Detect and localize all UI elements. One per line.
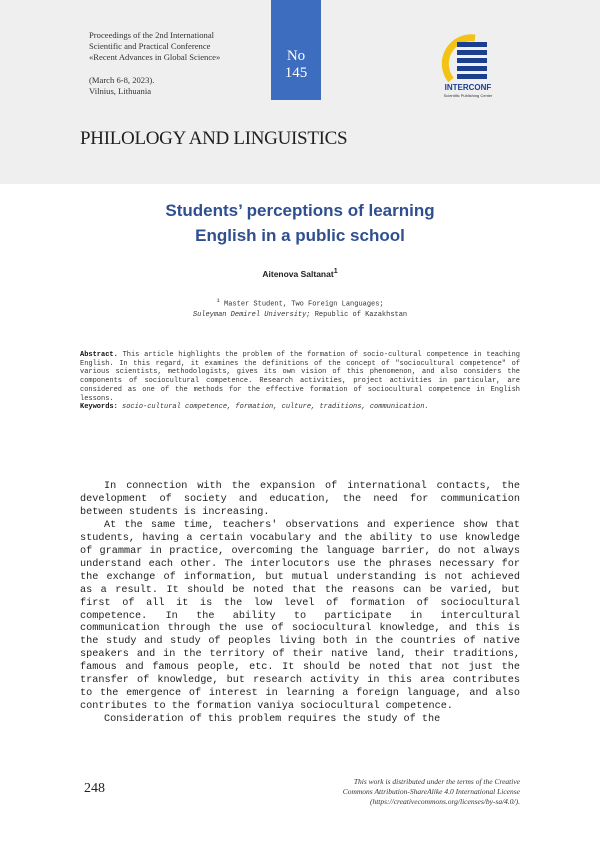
body-paragraph: At the same time, teachers' observations and experience show that students, having a certain vocabulary and the ability to use knowledge of grammar in practice, overcoming the language barrier, do not always understand each other. The interlocutors use the phrases necessary for the exchange of information, but mutual understanding is not achieved as a result. It should be noted that the reasons can be varied, but first of all it is the low level of formation of sociocultural competence. In the ability to participate in intercultural communication through the use of sociocultural knowledge, and this is the study and study of peoples living both in the countries of native speakers and in the territory of their native land, their traditions, famous and famous people, etc. It should be noted that not just the transfer of knowledge, but research activity in this area contributes to the emergence of interest in learning a foreign language, and also contributes to the formation vaniya sociocultural competence. bbox=[80, 519, 520, 713]
abstract-block bbox=[80, 351, 520, 412]
affiliation-university: Suleyman Demirel University; bbox=[192, 310, 311, 319]
affiliation-superscript: 1 bbox=[216, 297, 220, 304]
logo-bar bbox=[457, 58, 487, 63]
logo-bar bbox=[457, 66, 487, 71]
license-line: Commons Attribution-ShareAlike 4.0 International License bbox=[342, 787, 520, 796]
conference-location: Vilnius, Lithuania bbox=[89, 85, 152, 96]
license-link: (https://creativecommons.org/licenses/by-sa/4.0/). bbox=[369, 797, 520, 806]
logo-bar bbox=[457, 42, 487, 47]
conference-line: Proceedings of the 2nd International bbox=[89, 30, 215, 40]
author-affiliation bbox=[80, 296, 520, 320]
author-name bbox=[80, 267, 520, 279]
abstract-text: This article highlights the problem of the formation of socio-cultural competence in teaching English. In this regard, it examines the definitions of the concept of "sociocultural competence" of various scientists, methodologists, gives its own vision of this phenomenon, and also considers the components of sociocultural competence. Research activities, project activities in particular, are considered as one of the methods for the effective formation of sociocultural competence in English lessons. bbox=[80, 351, 520, 403]
logo-bar bbox=[457, 74, 487, 79]
issue-number-badge bbox=[271, 0, 321, 100]
license-line: This work is distributed under the terms of the Creative bbox=[353, 777, 520, 786]
body-paragraph: Consideration of this problem requires the study of the bbox=[104, 714, 441, 726]
issue-number: 145 bbox=[284, 65, 308, 81]
conference-info bbox=[89, 30, 279, 97]
logo-text: INTERCONF bbox=[444, 83, 492, 92]
section-title: PHILOLOGY AND LINGUISTICS bbox=[80, 128, 348, 149]
article-body bbox=[80, 481, 520, 727]
affiliation-country: Republic of Kazakhstan bbox=[310, 310, 408, 319]
conference-line: «Recent Advances in Global Science» bbox=[89, 52, 221, 63]
author-superscript: 1 bbox=[333, 267, 338, 275]
logo-subtext: Scientific Publishing Center bbox=[443, 93, 493, 98]
conference-line: Scientific and Practical Conference bbox=[89, 41, 211, 52]
abstract-label: Abstract. bbox=[80, 351, 118, 359]
author-name-text: Aitenova Saltanat bbox=[262, 268, 334, 279]
logo-bar bbox=[457, 50, 487, 55]
article-title-line: Students’ perceptions of learning bbox=[165, 201, 435, 220]
conference-date: (March 6-8, 2023). bbox=[89, 74, 155, 85]
affiliation-role: Master Student, Two Foreign Languages; bbox=[224, 300, 384, 309]
issue-label: No bbox=[286, 48, 306, 64]
article-title-line: English in a public school bbox=[195, 226, 405, 245]
license-notice bbox=[258, 777, 520, 807]
page-number: 248 bbox=[84, 781, 105, 796]
keywords-text: socio-cultural competence, formation, culture, traditions, communication. bbox=[117, 403, 429, 412]
interconf-logo-icon bbox=[437, 30, 499, 110]
keywords-label: Keywords: bbox=[80, 403, 118, 412]
article-title bbox=[80, 198, 520, 248]
body-paragraph: In connection with the expansion of international contacts, the development of society and education, the need for communication between students is increasing. bbox=[80, 481, 520, 518]
